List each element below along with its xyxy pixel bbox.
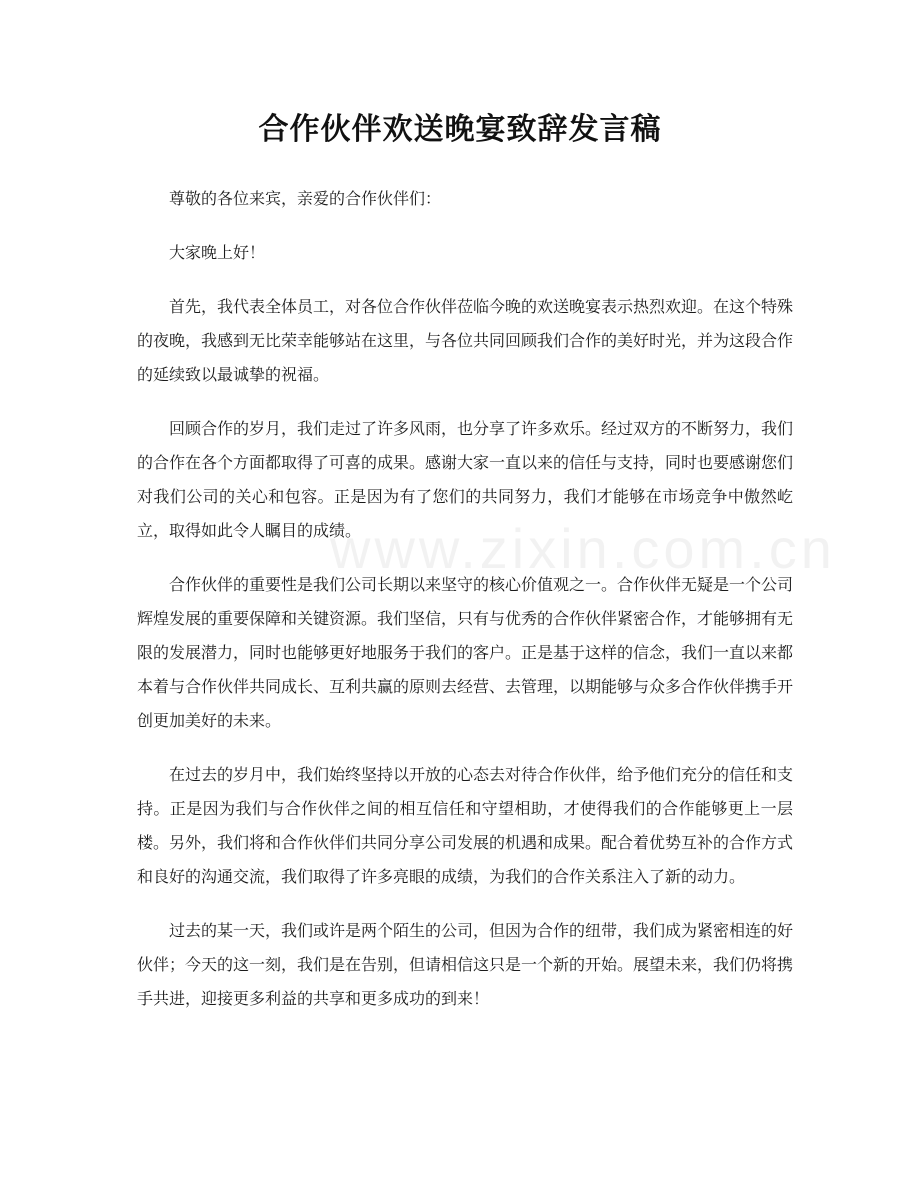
body-paragraph-1: 首先，我代表全体员工，对各位合作伙伴莅临今晚的欢送晚宴表示热烈欢迎。在这个特殊的夜晚，我感到无比荣幸能够站在这里，与各位共同回顾我们合作的美好时光，并为这段合作的延续致以最诚挚的祝福。 (137, 297, 794, 384)
closing-paragraph: 过去的某一天，我们或许是两个陌生的公司，但因为合作的纽带，我们成为紧密相连的好伙伴；今天的这一刻，我们是在告别，但请相信这只是一个新的开始。展望未来，我们仍将携手共进，迎接更多利益的共享和更多成功的到来！ (137, 921, 794, 1008)
salutation-paragraph: 尊敬的各位来宾，亲爱的合作伙伴们： (169, 189, 442, 208)
greeting-paragraph: 大家晚上好！ (169, 243, 266, 262)
body-paragraph-4: 在过去的岁月中，我们始终坚持以开放的心态去对待合作伙伴，给予他们充分的信任和支持。正是因为我们与合作伙伴之间的相互信任和守望相助，才使得我们的合作能够更上一层楼。另外，我们将和合作伙伴们共同分享公司发展的机遇和成果。配合着优势互补的合作方式和良好的沟通交流，我们取得了许多亮眼的成绩，为我们的合作关系注入了新的动力。 (137, 765, 794, 886)
watermark: www.zixin.com.cn (330, 517, 836, 580)
document-body (137, 182, 793, 1036)
body-paragraph-3: 合作伙伴的重要性是我们公司长期以来坚守的核心价值观之一。合作伙伴无疑是一个公司辉煌发展的重要保障和关键资源。我们坚信，只有与优秀的合作伙伴紧密合作，才能够拥有无限的发展潜力，同时也能够更好地服务于我们的客户。正是基于这样的信念，我们一直以来都本着与合作伙伴共同成长、互利共赢的原则去经营、去管理，以期能够与众多合作伙伴携手开创更加美好的未来。 (137, 575, 794, 730)
body-paragraph-2: 回顾合作的岁月，我们走过了许多风雨，也分享了许多欢乐。经过双方的不断努力，我们的合作在各个方面都取得了可喜的成果。感谢大家一直以来的信任与支持，同时也要感谢您们对我们公司的关心和包容。正是因为有了您们的共同努力，我们才能够在市场竞争中傲然屹立，取得如此令人瞩目的成绩。 (137, 419, 794, 540)
document-title: 合作伙伴欢送晚宴致辞发言稿 (258, 112, 662, 147)
